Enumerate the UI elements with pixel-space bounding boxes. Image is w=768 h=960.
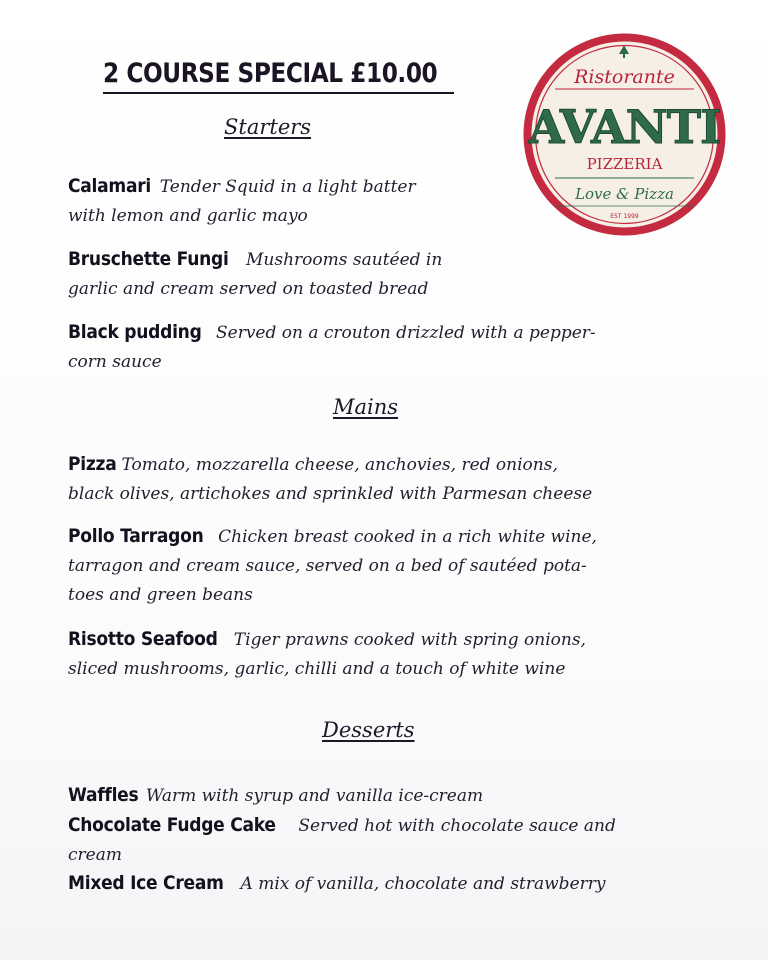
dish-description: A mix of vanilla, chocolate and strawberry: [240, 874, 606, 894]
section-heading-mains: Mains: [333, 395, 399, 419]
dish-description: Served hot with chocolate sauce and: [298, 816, 616, 836]
logo-tagline: Love & Pizza: [575, 185, 674, 203]
section-heading-desserts: Desserts: [322, 718, 415, 742]
menu-item-waffles: [68, 781, 708, 811]
dish-description: Chicken breast cooked in a rich white wine,: [218, 527, 597, 547]
logo-name: AVANTI: [528, 100, 721, 154]
menu-item-risotto-seafood: [68, 625, 708, 684]
title-underline: [103, 92, 454, 94]
dish-description-cont: with lemon and garlic mayo: [68, 206, 308, 226]
menu-item-mixed-ice-cream: [68, 869, 708, 899]
dish-description-cont: sliced mushrooms, garlic, chilli and a touch of white wine: [68, 659, 566, 679]
logo-established: EST 1999: [610, 213, 639, 220]
dish-description-cont: corn sauce: [68, 352, 162, 372]
dish-name: Calamari: [68, 175, 151, 197]
dish-description: Mushrooms sautéed in: [246, 250, 443, 270]
menu-item-black-pudding: [68, 318, 708, 377]
dish-name: Chocolate Fudge Cake: [68, 814, 276, 836]
logo-subtitle: PIZZERIA: [586, 155, 663, 173]
dish-description-cont: garlic and cream served on toasted bread: [68, 279, 429, 299]
menu-item-pollo-tarragon: [68, 522, 708, 610]
menu-title: 2 COURSE SPECIAL £10.00: [103, 58, 438, 89]
menu-item-bruschette-fungi: [68, 245, 708, 304]
section-heading-starters: Starters: [224, 115, 312, 139]
dish-description: Tomato, mozzarella cheese, anchovies, red onions,: [121, 455, 558, 475]
dish-name: Mixed Ice Cream: [68, 872, 224, 894]
dish-description: Tiger prawns cooked with spring onions,: [233, 630, 586, 650]
logo-top-text: Ristorante: [574, 66, 675, 88]
dish-description-cont: black olives, artichokes and sprinkled with Parmesan cheese: [68, 484, 593, 504]
dish-name: Black pudding: [68, 321, 202, 343]
dish-name: Pizza: [68, 453, 117, 475]
dish-name: Bruschette Fungi: [68, 248, 229, 270]
dish-name: Pollo Tarragon: [68, 525, 204, 547]
dish-description-cont: cream: [68, 845, 122, 865]
dish-name: Risotto Seafood: [68, 628, 218, 650]
dish-description: Warm with syrup and vanilla ice-cream: [145, 786, 484, 806]
dish-description: Served on a crouton drizzled with a pepper-: [215, 323, 596, 343]
menu-item-calamari: [68, 172, 708, 231]
dish-description-cont: toes and green beans: [68, 585, 253, 605]
dish-name: Waffles: [68, 784, 139, 806]
menu-item-chocolate-fudge-cake: [68, 811, 708, 870]
menu-item-pizza: [68, 450, 708, 509]
dish-description: Tender Squid in a light batter: [159, 177, 416, 197]
dish-description-cont: tarragon and cream sauce, served on a bed of sautéed pota-: [68, 556, 587, 576]
